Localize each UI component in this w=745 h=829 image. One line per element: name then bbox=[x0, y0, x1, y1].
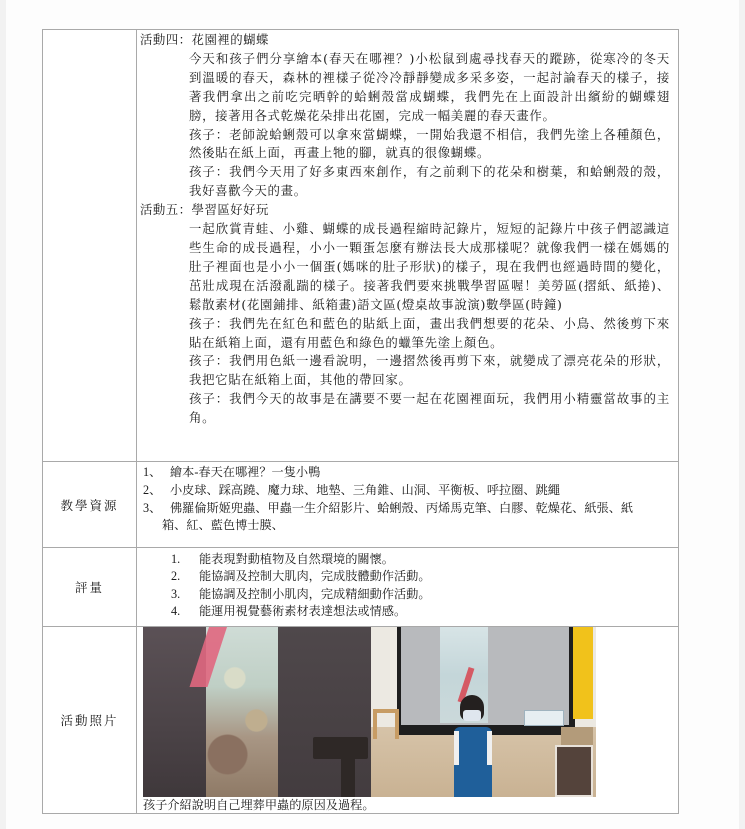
photo-drawer-shelf bbox=[555, 745, 593, 797]
resource-number: 1、 bbox=[143, 465, 162, 479]
evaluation-text: 能運用視覺藝術素材表達想法或情感。 bbox=[199, 604, 407, 619]
activity-4-body bbox=[140, 50, 670, 201]
photo-uniform-stripe bbox=[454, 731, 459, 765]
photo-basket bbox=[561, 727, 593, 747]
evaluation-number: 3. bbox=[171, 586, 181, 601]
activity-5-description: 一起欣賞青蛙、小雞、蝴蝶的成長過程縮時記錄片，短短的記錄片中孩子們認識這些生命的成長過程，小小一顆蛋怎麼有辦法長大成那樣呢？就像我們一樣在媽媽的肚子裡面也是小小一個蛋(媽咪的肚子形狀)的樣子，現在我們也經過時間的變化，茁壯成現在活潑亂踹的樣子。接著我們要來挑戰學習區喔！美勞區(摺紙、紙捲)、鬆散素材(花園鋪排、紙箱畫)語文區(燈桌故事說演)數學區(時鐘) bbox=[189, 221, 670, 312]
photo-child-mask bbox=[463, 710, 481, 721]
photo-wall bbox=[278, 627, 371, 797]
photo-strip bbox=[143, 627, 596, 797]
activity-4-child-quote-2: 孩子：我們今天用了好多東西來創作，有之前剩下的花朵和樹葉，和蛤蜊殼的殼，我好喜歡今天的畫。 bbox=[189, 164, 670, 199]
activity-4 bbox=[140, 31, 670, 201]
activities-label-cell bbox=[43, 30, 137, 462]
resources-label: 教學資源 bbox=[43, 462, 137, 548]
evaluation-cell bbox=[137, 548, 679, 627]
photo-wall bbox=[143, 627, 209, 797]
evaluation-item bbox=[171, 586, 672, 603]
page-edge-right bbox=[739, 0, 745, 829]
evaluation-text: 能表現對動植物及自然環境的關懷。 bbox=[199, 552, 394, 566]
evaluation-item bbox=[171, 603, 672, 620]
resource-number: 3、 bbox=[143, 500, 162, 515]
resources-cell bbox=[137, 462, 679, 548]
activities-cell bbox=[137, 30, 679, 462]
evaluation-label: 評量 bbox=[43, 548, 137, 627]
resource-text-continued: 箱、紅、藍色博士膜、 bbox=[162, 518, 284, 533]
evaluation-row bbox=[43, 548, 679, 627]
photos-cell bbox=[137, 627, 679, 814]
resource-item bbox=[143, 500, 672, 518]
evaluation-number: 2. bbox=[171, 569, 181, 584]
resource-item bbox=[143, 464, 672, 482]
resources-row bbox=[43, 462, 679, 548]
photo-screen-dialog bbox=[524, 710, 564, 726]
resource-number: 2、 bbox=[143, 482, 162, 497]
resource-item bbox=[143, 482, 672, 500]
activity-4-description: 今天和孩子們分享繪本(春天在哪裡？)小松鼠到處尋找春天的蹤跡，從寒冷的冬天到溫暖的春天，森林的裡樣子從冷冷靜靜變成多采多姿，一起討論春天的樣子，接著我們拿出之前吃完晒幹的蛤蜊殼當成蝴蝶，我們先在上面設計出繽紛的蝴蝶翅膀，接著用各式乾燥花朵排出花園，完成一幅美麗的春天畫作。 bbox=[189, 50, 670, 123]
activity-5-child-quote-2: 孩子：我們用色紙一邊看說明，一邊摺然後再剪下來，就變成了漂亮花朵的形狀，我把它貼在紙箱上面，其他的帶回家。 bbox=[189, 353, 670, 388]
resource-text: 繪本-春天在哪裡？一隻小鴨 bbox=[170, 465, 321, 479]
resource-text: 佛羅倫斯姬兜蟲、甲蟲一生介紹影片、蛤蜊殼、丙烯馬克筆、白膠、乾燥花、紙張、紙 bbox=[170, 500, 634, 515]
activity-5-body bbox=[140, 220, 670, 428]
photo-shadow bbox=[341, 752, 355, 797]
photo-uniform-stripe bbox=[487, 731, 492, 765]
photo-child-presenting bbox=[371, 627, 596, 797]
resource-text: 小皮球、踩高蹺、魔力球、地墊、三角錐、山洞、平衡板、呼拉圈、跳繩 bbox=[170, 482, 560, 497]
activity-5-child-quote-1: 孩子：我們先在紅色和藍色的貼紙上面，畫出我們想要的花朵、小鳥、然後剪下來貼在紙箱上面，還有用藍色和綠色的蠟筆先塗上顏色。 bbox=[189, 315, 670, 350]
activity-5-child-quote-3: 孩子：我們今天的故事是在講要不要一起在花園裡面玩，我們用小精靈當故事的主角。 bbox=[189, 391, 670, 426]
evaluation-text: 能協調及控制小肌肉，完成精細動作活動。 bbox=[199, 586, 431, 601]
evaluation-number: 4. bbox=[171, 604, 181, 619]
evaluation-item bbox=[171, 568, 672, 585]
evaluation-item bbox=[171, 551, 672, 568]
activity-5-title: 活動五：學習區好好玩 bbox=[140, 202, 269, 218]
photo-caption: 孩子介紹說明自己埋葬甲蟲的原因及過程。 bbox=[143, 798, 375, 812]
page-edge-left bbox=[0, 0, 6, 829]
photos-row bbox=[43, 627, 679, 814]
photo-small-chair bbox=[373, 709, 399, 739]
activity-4-title: 活動四：花園裡的蝴蝶 bbox=[140, 32, 269, 47]
lesson-plan-table bbox=[42, 29, 679, 814]
photo-yellow-flag bbox=[573, 627, 593, 719]
activity-4-child-quote-1: 孩子：老師說蛤蜊殼可以拿來當蝴蝶，一開始我還不相信，我們先塗上各種顏色，然後貼在紙上面，再畫上牠的腳，就真的很像蝴蝶。 bbox=[189, 126, 670, 161]
evaluation-text: 能協調及控制大肌肉，完成肢體動作活動。 bbox=[199, 569, 431, 584]
evaluation-number: 1. bbox=[171, 552, 181, 566]
photos-label: 活動照片 bbox=[43, 627, 137, 814]
photo-beetle-burial-poster bbox=[143, 627, 371, 797]
activities-row bbox=[43, 30, 679, 462]
activity-5 bbox=[140, 201, 670, 428]
